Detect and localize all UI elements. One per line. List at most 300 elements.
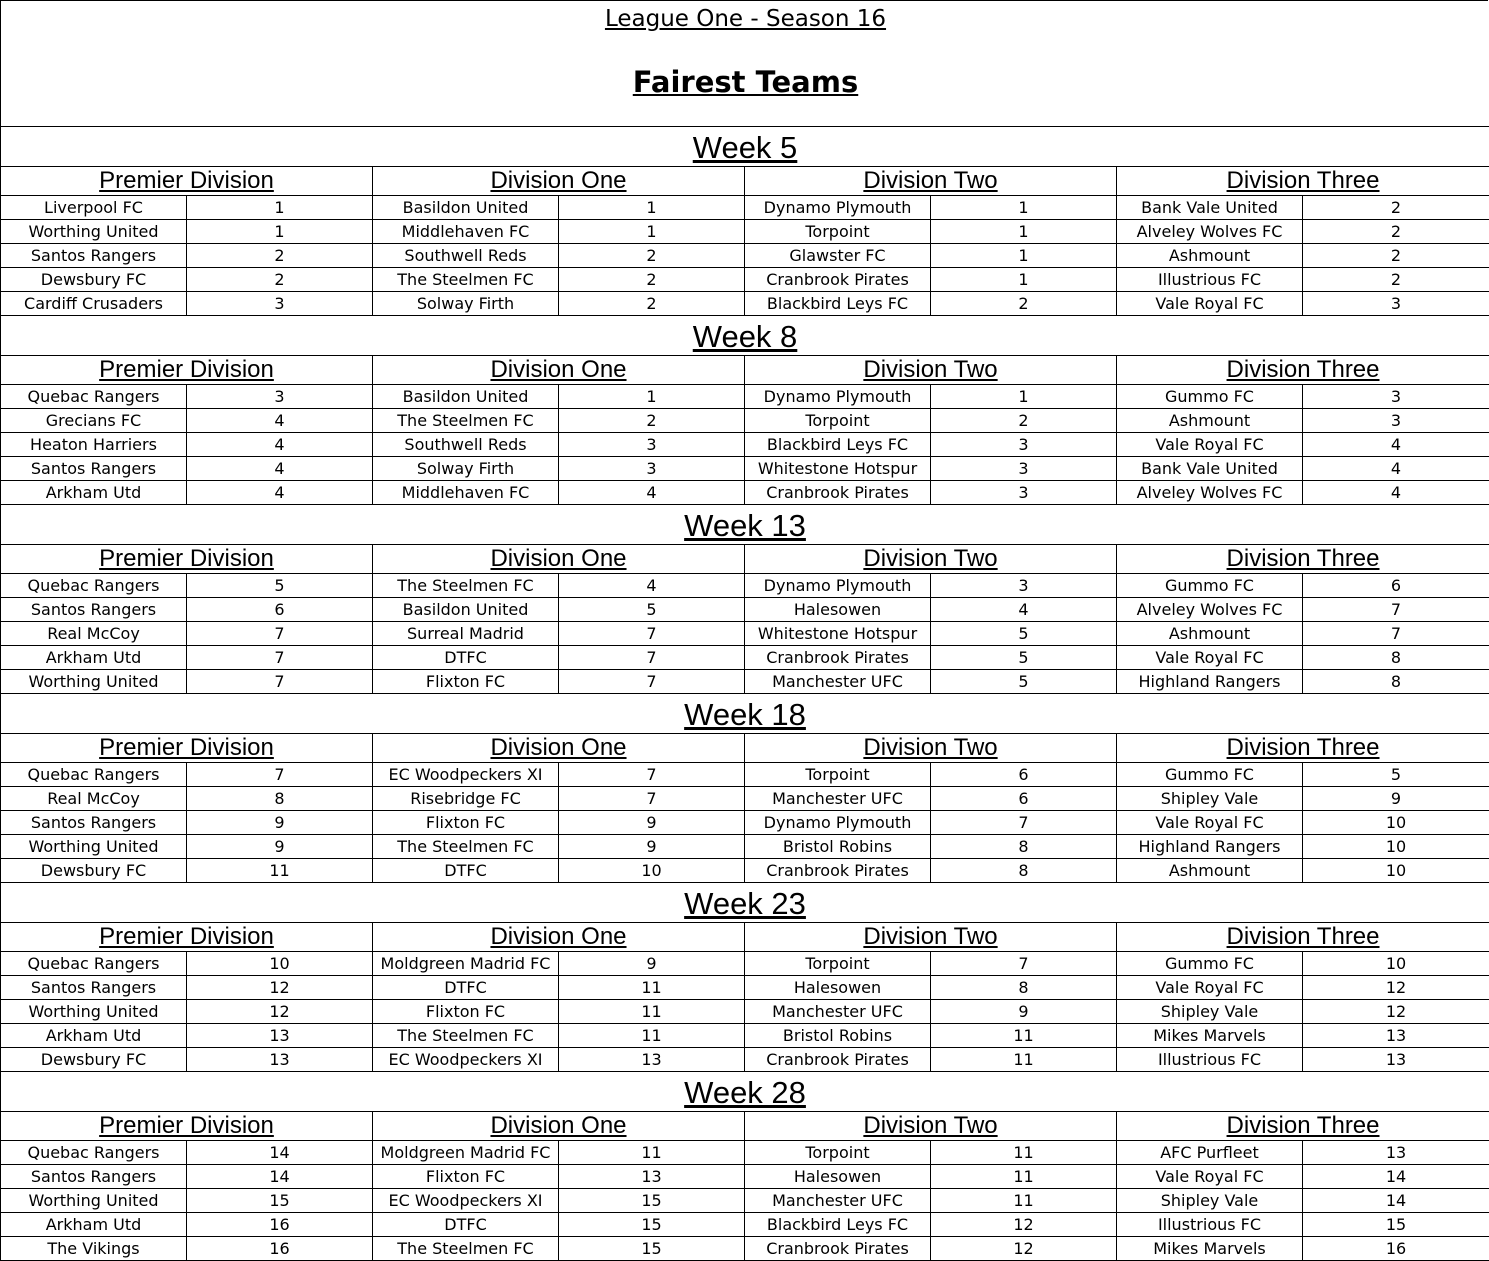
week-title: Week 23 — [1, 883, 1489, 923]
team-name-cell[interactable]: Ashmount — [1117, 244, 1303, 268]
points-cell[interactable]: 1 — [187, 196, 373, 220]
division-title: Premier Division — [1, 545, 373, 574]
points-cell[interactable]: 3 — [1303, 292, 1489, 316]
points-cell[interactable]: 16 — [1303, 1237, 1489, 1261]
week-header-row — [1, 316, 1489, 356]
points-cell[interactable]: 13 — [1303, 1048, 1489, 1072]
points-cell[interactable]: 7 — [559, 787, 745, 811]
points-cell[interactable]: 4 — [559, 574, 745, 598]
team-name-cell[interactable]: Liverpool FC — [1, 196, 187, 220]
points-cell[interactable]: 1 — [559, 385, 745, 409]
points-cell[interactable]: 8 — [1303, 646, 1489, 670]
team-name-cell[interactable]: Bristol Robins — [745, 1024, 931, 1048]
points-cell[interactable]: 8 — [931, 859, 1117, 883]
points-cell[interactable]: 15 — [559, 1237, 745, 1261]
points-cell[interactable]: 5 — [1303, 763, 1489, 787]
fairest-teams-table — [0, 126, 1489, 1261]
team-name-cell[interactable]: Bank Vale United — [1117, 196, 1303, 220]
points-cell[interactable]: 1 — [931, 385, 1117, 409]
team-name-cell[interactable]: Surreal Madrid — [373, 622, 559, 646]
table-row — [1, 1213, 1489, 1237]
team-name-cell[interactable]: Solway Firth — [373, 292, 559, 316]
points-cell[interactable]: 5 — [559, 598, 745, 622]
table-row — [1, 481, 1489, 505]
team-name-cell[interactable]: Cranbrook Pirates — [745, 1237, 931, 1261]
points-cell[interactable]: 13 — [1303, 1024, 1489, 1048]
table-row — [1, 787, 1489, 811]
points-cell[interactable]: 13 — [1303, 1141, 1489, 1165]
team-name-cell[interactable]: Southwell Reds — [373, 244, 559, 268]
points-cell[interactable]: 3 — [931, 457, 1117, 481]
points-cell[interactable]: 9 — [559, 835, 745, 859]
division-title: Premier Division — [1, 167, 373, 196]
team-name-cell[interactable]: EC Woodpeckers XI — [373, 1189, 559, 1213]
points-cell[interactable]: 2 — [931, 409, 1117, 433]
table-row — [1, 811, 1489, 835]
team-name-cell[interactable]: Alveley Wolves FC — [1117, 481, 1303, 505]
points-cell[interactable]: 7 — [1303, 622, 1489, 646]
team-name-cell[interactable]: Moldgreen Madrid FC — [373, 952, 559, 976]
team-name-cell[interactable]: Whitestone Hotspur — [745, 457, 931, 481]
team-name-cell[interactable]: Quebac Rangers — [1, 952, 187, 976]
table-row — [1, 1189, 1489, 1213]
points-cell[interactable]: 3 — [1303, 409, 1489, 433]
points-cell[interactable]: 12 — [1303, 1000, 1489, 1024]
team-name-cell[interactable]: Basildon United — [373, 598, 559, 622]
points-cell[interactable]: 4 — [187, 409, 373, 433]
division-title: Premier Division — [1, 923, 373, 952]
points-cell[interactable]: 10 — [1303, 811, 1489, 835]
points-cell[interactable]: 3 — [559, 457, 745, 481]
points-cell[interactable]: 2 — [1303, 220, 1489, 244]
team-name-cell[interactable]: Worthing United — [1, 835, 187, 859]
team-name-cell[interactable]: Dewsbury FC — [1, 268, 187, 292]
table-row — [1, 385, 1489, 409]
team-name-cell[interactable]: The Steelmen FC — [373, 409, 559, 433]
team-name-cell[interactable]: Flixton FC — [373, 670, 559, 694]
division-header-row — [1, 545, 1489, 574]
week-title: Week 18 — [1, 694, 1489, 734]
points-cell[interactable]: 5 — [931, 646, 1117, 670]
team-name-cell[interactable]: Vale Royal FC — [1117, 646, 1303, 670]
table-row — [1, 859, 1489, 883]
team-name-cell[interactable]: Gummo FC — [1117, 763, 1303, 787]
table-row — [1, 409, 1489, 433]
points-cell[interactable]: 13 — [187, 1048, 373, 1072]
team-name-cell[interactable]: Ashmount — [1117, 859, 1303, 883]
points-cell[interactable]: 7 — [559, 763, 745, 787]
points-cell[interactable]: 9 — [187, 811, 373, 835]
team-name-cell[interactable]: Basildon United — [373, 196, 559, 220]
table-row — [1, 292, 1489, 316]
points-cell[interactable]: 4 — [1303, 457, 1489, 481]
team-name-cell[interactable]: The Steelmen FC — [373, 268, 559, 292]
team-name-cell[interactable]: Cranbrook Pirates — [745, 1048, 931, 1072]
team-name-cell[interactable]: Shipley Vale — [1117, 1000, 1303, 1024]
points-cell[interactable]: 2 — [187, 244, 373, 268]
points-cell[interactable]: 14 — [187, 1141, 373, 1165]
team-name-cell[interactable]: Highland Rangers — [1117, 670, 1303, 694]
points-cell[interactable]: 10 — [1303, 835, 1489, 859]
team-name-cell[interactable]: Shipley Vale — [1117, 1189, 1303, 1213]
team-name-cell[interactable]: Worthing United — [1, 1000, 187, 1024]
division-title: Premier Division — [1, 1112, 373, 1141]
points-cell[interactable]: 16 — [187, 1213, 373, 1237]
team-name-cell[interactable]: Alveley Wolves FC — [1117, 598, 1303, 622]
team-name-cell[interactable]: Santos Rangers — [1, 598, 187, 622]
points-cell[interactable]: 4 — [187, 433, 373, 457]
sheet-header — [0, 0, 1488, 126]
points-cell[interactable]: 7 — [187, 622, 373, 646]
team-name-cell[interactable]: Moldgreen Madrid FC — [373, 1141, 559, 1165]
team-name-cell[interactable]: Torpoint — [745, 763, 931, 787]
team-name-cell[interactable]: Alveley Wolves FC — [1117, 220, 1303, 244]
team-name-cell[interactable]: Highland Rangers — [1117, 835, 1303, 859]
division-title: Division Three — [1117, 545, 1489, 574]
points-cell[interactable]: 10 — [187, 952, 373, 976]
team-name-cell[interactable]: Illustrious FC — [1117, 1213, 1303, 1237]
team-name-cell[interactable]: Worthing United — [1, 1189, 187, 1213]
division-title: Division Two — [745, 545, 1117, 574]
team-name-cell[interactable]: Dynamo Plymouth — [745, 811, 931, 835]
team-name-cell[interactable]: Glawster FC — [745, 244, 931, 268]
team-name-cell[interactable]: Quebac Rangers — [1, 574, 187, 598]
points-cell[interactable]: 3 — [931, 481, 1117, 505]
team-name-cell[interactable]: Mikes Marvels — [1117, 1024, 1303, 1048]
points-cell[interactable]: 11 — [931, 1048, 1117, 1072]
points-cell[interactable]: 11 — [559, 1000, 745, 1024]
points-cell[interactable]: 10 — [559, 859, 745, 883]
team-name-cell[interactable]: Santos Rangers — [1, 811, 187, 835]
team-name-cell[interactable]: Torpoint — [745, 220, 931, 244]
week-title: Week 28 — [1, 1072, 1489, 1112]
division-header-row — [1, 167, 1489, 196]
points-cell[interactable]: 13 — [559, 1048, 745, 1072]
team-name-cell[interactable]: Real McCoy — [1, 787, 187, 811]
team-name-cell[interactable]: Worthing United — [1, 220, 187, 244]
points-cell[interactable]: 2 — [559, 409, 745, 433]
points-cell[interactable]: 7 — [187, 670, 373, 694]
team-name-cell[interactable]: Vale Royal FC — [1117, 1165, 1303, 1189]
team-name-cell[interactable]: Vale Royal FC — [1117, 976, 1303, 1000]
team-name-cell[interactable]: Dewsbury FC — [1, 859, 187, 883]
points-cell[interactable]: 8 — [187, 787, 373, 811]
division-title: Division Three — [1117, 356, 1489, 385]
points-cell[interactable]: 9 — [187, 835, 373, 859]
team-name-cell[interactable]: Heaton Harriers — [1, 433, 187, 457]
points-cell[interactable]: 11 — [559, 1141, 745, 1165]
points-cell[interactable]: 13 — [559, 1165, 745, 1189]
points-cell[interactable]: 11 — [559, 1024, 745, 1048]
team-name-cell[interactable]: EC Woodpeckers XI — [373, 1048, 559, 1072]
table-row — [1, 646, 1489, 670]
points-cell[interactable]: 2 — [1303, 244, 1489, 268]
team-name-cell[interactable]: Quebac Rangers — [1, 763, 187, 787]
points-cell[interactable]: 1 — [931, 220, 1117, 244]
table-row — [1, 220, 1489, 244]
team-name-cell[interactable]: Mikes Marvels — [1117, 1237, 1303, 1261]
division-header-row — [1, 734, 1489, 763]
points-cell[interactable]: 4 — [1303, 433, 1489, 457]
week-title: Week 8 — [1, 316, 1489, 356]
points-cell[interactable]: 5 — [931, 670, 1117, 694]
team-name-cell[interactable]: Manchester UFC — [745, 1000, 931, 1024]
team-name-cell[interactable]: Bank Vale United — [1117, 457, 1303, 481]
points-cell[interactable]: 12 — [187, 976, 373, 1000]
team-name-cell[interactable]: Flixton FC — [373, 1165, 559, 1189]
points-cell[interactable]: 12 — [931, 1213, 1117, 1237]
points-cell[interactable]: 1 — [931, 196, 1117, 220]
points-cell[interactable]: 11 — [931, 1165, 1117, 1189]
team-name-cell[interactable]: Cranbrook Pirates — [745, 859, 931, 883]
division-header-row — [1, 356, 1489, 385]
page-title: League One - Season 16 — [1, 6, 1489, 36]
table-row — [1, 1141, 1489, 1165]
team-name-cell[interactable]: Quebac Rangers — [1, 1141, 187, 1165]
points-cell[interactable]: 7 — [559, 670, 745, 694]
team-name-cell[interactable]: DTFC — [373, 1213, 559, 1237]
table-row — [1, 835, 1489, 859]
points-cell[interactable]: 6 — [187, 598, 373, 622]
points-cell[interactable]: 1 — [187, 220, 373, 244]
division-title: Division Two — [745, 167, 1117, 196]
team-name-cell[interactable]: Santos Rangers — [1, 1165, 187, 1189]
points-cell[interactable]: 4 — [559, 481, 745, 505]
table-row — [1, 670, 1489, 694]
points-cell[interactable]: 3 — [559, 433, 745, 457]
team-name-cell[interactable]: Vale Royal FC — [1117, 292, 1303, 316]
points-cell[interactable]: 11 — [559, 976, 745, 1000]
points-cell[interactable]: 14 — [1303, 1165, 1489, 1189]
points-cell[interactable]: 15 — [559, 1213, 745, 1237]
points-cell[interactable]: 2 — [559, 244, 745, 268]
team-name-cell[interactable]: Manchester UFC — [745, 670, 931, 694]
team-name-cell[interactable]: EC Woodpeckers XI — [373, 763, 559, 787]
team-name-cell[interactable]: Blackbird Leys FC — [745, 433, 931, 457]
points-cell[interactable]: 2 — [187, 268, 373, 292]
team-name-cell[interactable]: Santos Rangers — [1, 244, 187, 268]
team-name-cell[interactable]: AFC Purfleet — [1117, 1141, 1303, 1165]
team-name-cell[interactable]: Ashmount — [1117, 622, 1303, 646]
team-name-cell[interactable]: Worthing United — [1, 670, 187, 694]
points-cell[interactable]: 14 — [1303, 1189, 1489, 1213]
points-cell[interactable]: 6 — [931, 763, 1117, 787]
team-name-cell[interactable]: DTFC — [373, 859, 559, 883]
team-name-cell[interactable]: Dynamo Plymouth — [745, 574, 931, 598]
points-cell[interactable]: 15 — [1303, 1213, 1489, 1237]
points-cell[interactable]: 7 — [1303, 598, 1489, 622]
team-name-cell[interactable]: Vale Royal FC — [1117, 433, 1303, 457]
division-header-row — [1, 923, 1489, 952]
table-row — [1, 1165, 1489, 1189]
team-name-cell[interactable]: Halesowen — [745, 1165, 931, 1189]
points-cell[interactable]: 7 — [559, 646, 745, 670]
points-cell[interactable]: 9 — [931, 1000, 1117, 1024]
points-cell[interactable]: 13 — [187, 1024, 373, 1048]
table-body — [1, 127, 1489, 1261]
table-row — [1, 433, 1489, 457]
team-name-cell[interactable]: Middlehaven FC — [373, 481, 559, 505]
team-name-cell[interactable]: Risebridge FC — [373, 787, 559, 811]
page-subtitle: Fairest Teams — [1, 65, 1489, 101]
team-name-cell[interactable]: Gummo FC — [1117, 952, 1303, 976]
division-title: Division Three — [1117, 734, 1489, 763]
week-header-row — [1, 694, 1489, 734]
team-name-cell[interactable]: Dynamo Plymouth — [745, 385, 931, 409]
points-cell[interactable]: 1 — [559, 196, 745, 220]
points-cell[interactable]: 8 — [931, 976, 1117, 1000]
team-name-cell[interactable]: Quebac Rangers — [1, 385, 187, 409]
team-name-cell[interactable]: Shipley Vale — [1117, 787, 1303, 811]
points-cell[interactable]: 7 — [187, 763, 373, 787]
points-cell[interactable]: 8 — [931, 835, 1117, 859]
points-cell[interactable]: 11 — [931, 1024, 1117, 1048]
points-cell[interactable]: 6 — [931, 787, 1117, 811]
team-name-cell[interactable]: Cranbrook Pirates — [745, 268, 931, 292]
team-name-cell[interactable]: Real McCoy — [1, 622, 187, 646]
table-row — [1, 457, 1489, 481]
points-cell[interactable]: 12 — [187, 1000, 373, 1024]
points-cell[interactable]: 7 — [559, 622, 745, 646]
points-cell[interactable]: 11 — [931, 1189, 1117, 1213]
points-cell[interactable]: 11 — [931, 1141, 1117, 1165]
points-cell[interactable]: 15 — [187, 1189, 373, 1213]
team-name-cell[interactable]: Torpoint — [745, 952, 931, 976]
team-name-cell[interactable]: Cranbrook Pirates — [745, 646, 931, 670]
team-name-cell[interactable]: Dewsbury FC — [1, 1048, 187, 1072]
team-name-cell[interactable]: Bristol Robins — [745, 835, 931, 859]
table-row — [1, 952, 1489, 976]
team-name-cell[interactable]: Grecians FC — [1, 409, 187, 433]
week-title: Week 13 — [1, 505, 1489, 545]
table-row — [1, 1000, 1489, 1024]
points-cell[interactable]: 3 — [187, 385, 373, 409]
points-cell[interactable]: 2 — [559, 292, 745, 316]
points-cell[interactable]: 6 — [1303, 574, 1489, 598]
team-name-cell[interactable]: Torpoint — [745, 409, 931, 433]
team-name-cell[interactable]: Manchester UFC — [745, 1189, 931, 1213]
table-row — [1, 1024, 1489, 1048]
team-name-cell[interactable]: Gummo FC — [1117, 574, 1303, 598]
team-name-cell[interactable]: The Steelmen FC — [373, 835, 559, 859]
team-name-cell[interactable]: Basildon United — [373, 385, 559, 409]
points-cell[interactable]: 10 — [1303, 952, 1489, 976]
points-cell[interactable]: 4 — [187, 457, 373, 481]
points-cell[interactable]: 2 — [1303, 196, 1489, 220]
points-cell[interactable]: 15 — [559, 1189, 745, 1213]
points-cell[interactable]: 2 — [931, 292, 1117, 316]
points-cell[interactable]: 9 — [559, 811, 745, 835]
table-row — [1, 268, 1489, 292]
points-cell[interactable]: 3 — [931, 574, 1117, 598]
points-cell[interactable]: 5 — [931, 622, 1117, 646]
team-name-cell[interactable]: Santos Rangers — [1, 976, 187, 1000]
team-name-cell[interactable]: Arkham Utd — [1, 1024, 187, 1048]
points-cell[interactable]: 3 — [1303, 385, 1489, 409]
points-cell[interactable]: 12 — [931, 1237, 1117, 1261]
team-name-cell[interactable]: Illustrious FC — [1117, 268, 1303, 292]
team-name-cell[interactable]: The Steelmen FC — [373, 1237, 559, 1261]
points-cell[interactable]: 1 — [559, 220, 745, 244]
team-name-cell[interactable]: Whitestone Hotspur — [745, 622, 931, 646]
team-name-cell[interactable]: Gummo FC — [1117, 385, 1303, 409]
division-title: Division One — [373, 923, 745, 952]
table-row — [1, 976, 1489, 1000]
team-name-cell[interactable]: Dynamo Plymouth — [745, 196, 931, 220]
team-name-cell[interactable]: Halesowen — [745, 976, 931, 1000]
week-header-row — [1, 505, 1489, 545]
points-cell[interactable]: 1 — [931, 244, 1117, 268]
team-name-cell[interactable]: Solway Firth — [373, 457, 559, 481]
division-title: Division Two — [745, 923, 1117, 952]
team-name-cell[interactable]: DTFC — [373, 976, 559, 1000]
points-cell[interactable]: 3 — [187, 292, 373, 316]
points-cell[interactable]: 10 — [1303, 859, 1489, 883]
team-name-cell[interactable]: DTFC — [373, 646, 559, 670]
points-cell[interactable]: 7 — [187, 646, 373, 670]
week-header-row — [1, 883, 1489, 923]
division-title: Division Three — [1117, 1112, 1489, 1141]
points-cell[interactable]: 7 — [931, 811, 1117, 835]
points-cell[interactable]: 12 — [1303, 976, 1489, 1000]
team-name-cell[interactable]: Halesowen — [745, 598, 931, 622]
points-cell[interactable]: 2 — [1303, 268, 1489, 292]
team-name-cell[interactable]: Cranbrook Pirates — [745, 481, 931, 505]
division-title: Division One — [373, 167, 745, 196]
points-cell[interactable]: 11 — [187, 859, 373, 883]
team-name-cell[interactable]: Flixton FC — [373, 811, 559, 835]
team-name-cell[interactable]: Blackbird Leys FC — [745, 292, 931, 316]
points-cell[interactable]: 9 — [559, 952, 745, 976]
points-cell[interactable]: 16 — [187, 1237, 373, 1261]
table-row — [1, 598, 1489, 622]
table-row — [1, 763, 1489, 787]
team-name-cell[interactable]: Middlehaven FC — [373, 220, 559, 244]
team-name-cell[interactable]: Cardiff Crusaders — [1, 292, 187, 316]
team-name-cell[interactable]: The Steelmen FC — [373, 574, 559, 598]
team-name-cell[interactable]: Santos Rangers — [1, 457, 187, 481]
team-name-cell[interactable]: Flixton FC — [373, 1000, 559, 1024]
week-title: Week 5 — [1, 127, 1489, 167]
team-name-cell[interactable]: Manchester UFC — [745, 787, 931, 811]
team-name-cell[interactable]: Illustrious FC — [1117, 1048, 1303, 1072]
team-name-cell[interactable]: Torpoint — [745, 1141, 931, 1165]
table-row — [1, 1048, 1489, 1072]
points-cell[interactable]: 4 — [1303, 481, 1489, 505]
points-cell[interactable]: 5 — [187, 574, 373, 598]
team-name-cell[interactable]: Vale Royal FC — [1117, 811, 1303, 835]
team-name-cell[interactable]: The Steelmen FC — [373, 1024, 559, 1048]
team-name-cell[interactable]: Arkham Utd — [1, 481, 187, 505]
points-cell[interactable]: 9 — [1303, 787, 1489, 811]
points-cell[interactable]: 3 — [931, 433, 1117, 457]
team-name-cell[interactable]: The Vikings — [1, 1237, 187, 1261]
points-cell[interactable]: 2 — [559, 268, 745, 292]
points-cell[interactable]: 8 — [1303, 670, 1489, 694]
points-cell[interactable]: 7 — [931, 952, 1117, 976]
team-name-cell[interactable]: Arkham Utd — [1, 1213, 187, 1237]
team-name-cell[interactable]: Arkham Utd — [1, 646, 187, 670]
team-name-cell[interactable]: Ashmount — [1117, 409, 1303, 433]
team-name-cell[interactable]: Blackbird Leys FC — [745, 1213, 931, 1237]
table-row — [1, 574, 1489, 598]
points-cell[interactable]: 1 — [931, 268, 1117, 292]
points-cell[interactable]: 4 — [931, 598, 1117, 622]
points-cell[interactable]: 4 — [187, 481, 373, 505]
team-name-cell[interactable]: Southwell Reds — [373, 433, 559, 457]
division-title: Division Three — [1117, 923, 1489, 952]
points-cell[interactable]: 14 — [187, 1165, 373, 1189]
